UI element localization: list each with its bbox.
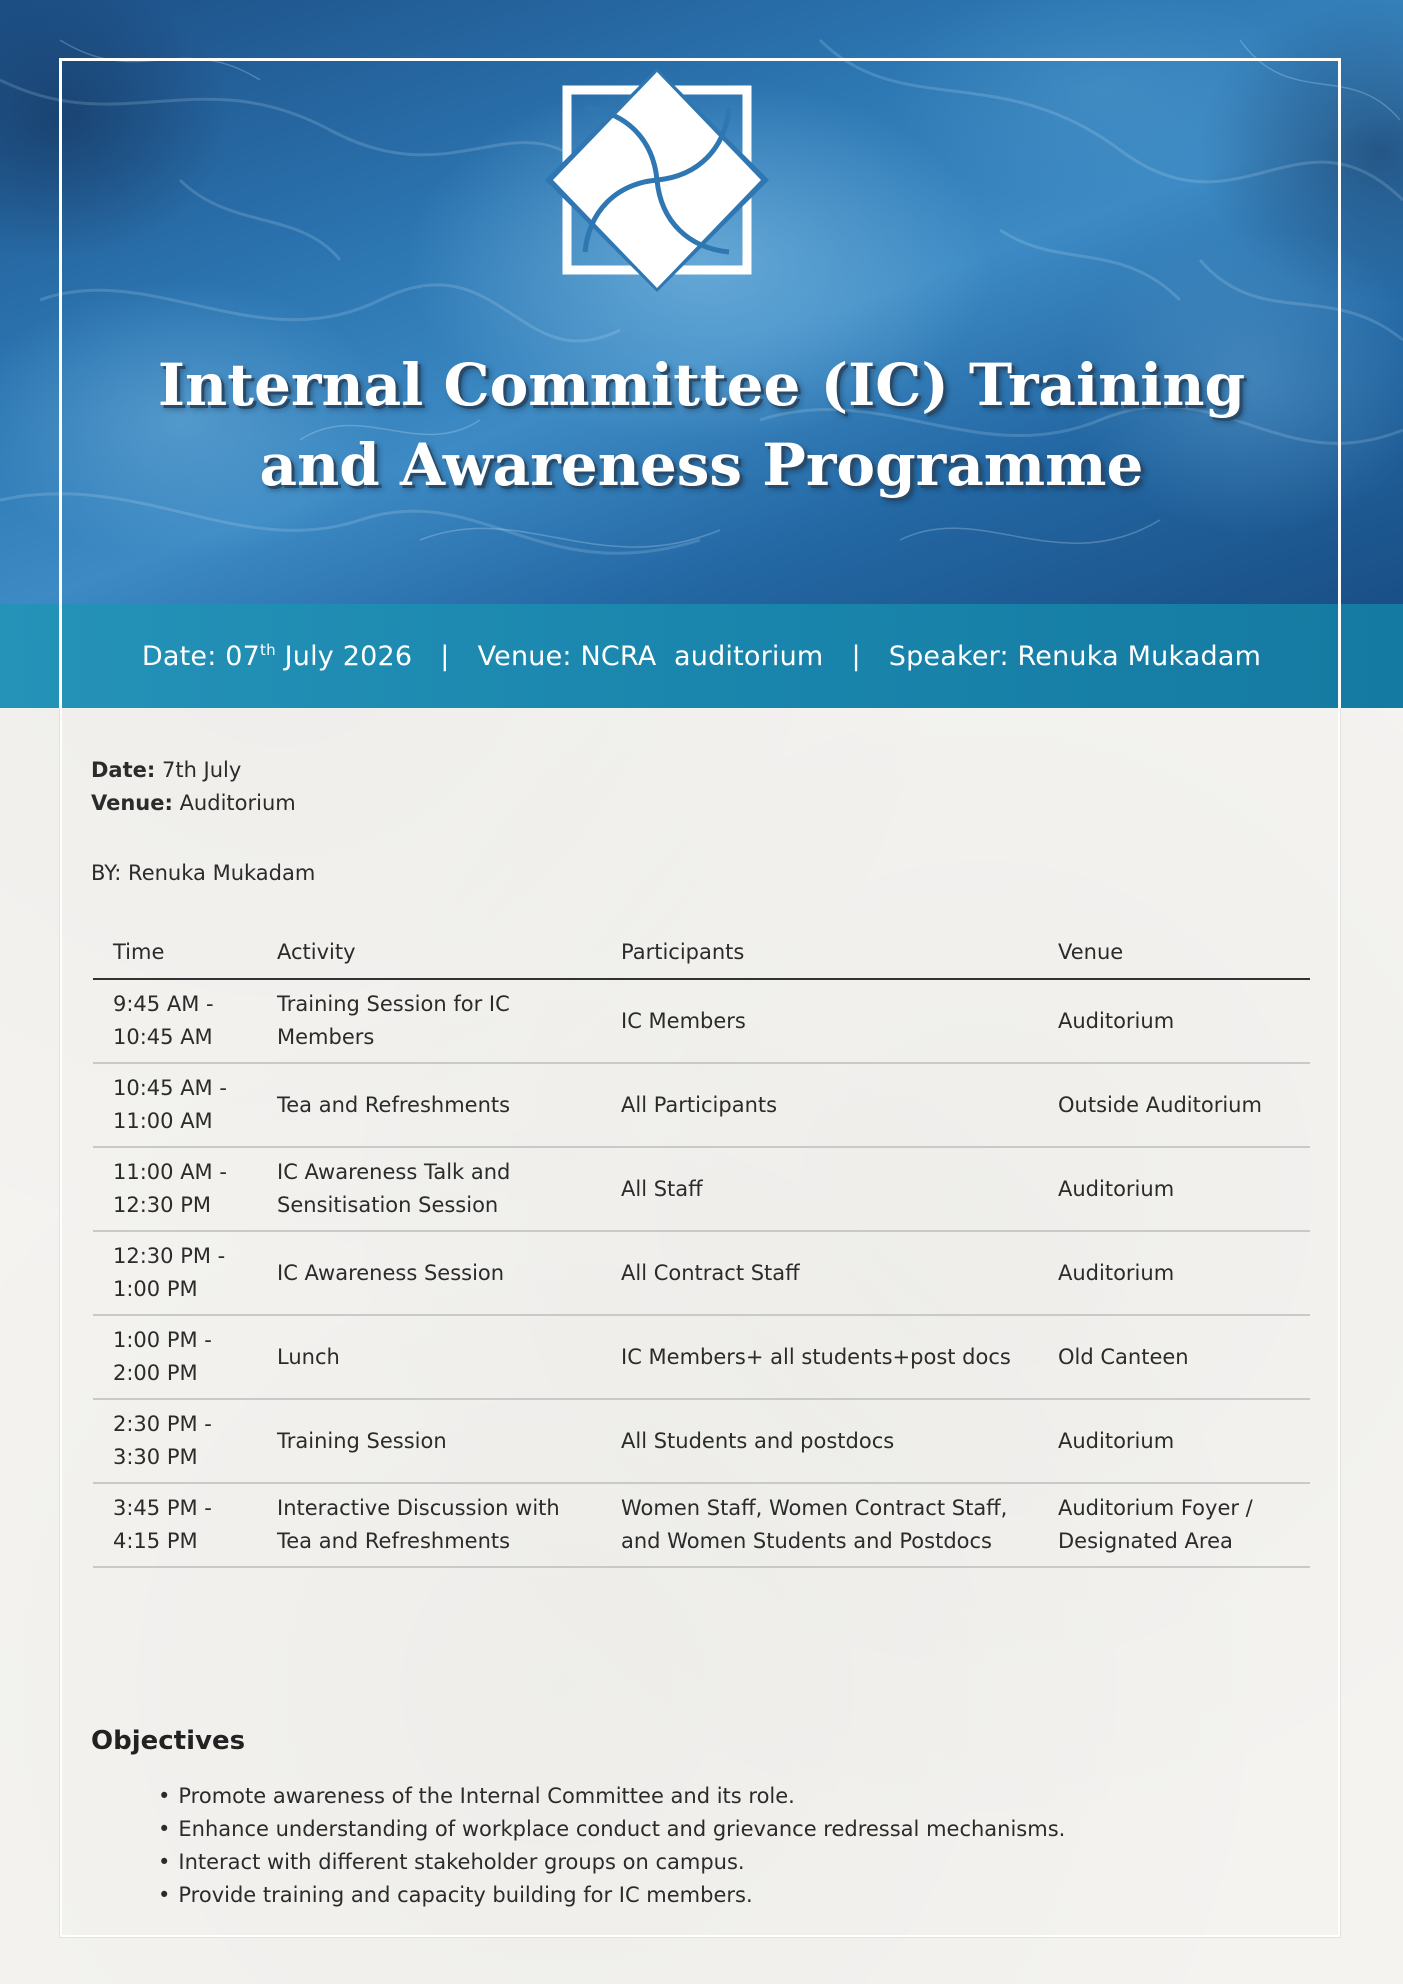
schedule-table <box>93 926 1310 1568</box>
detail-venue <box>91 787 315 820</box>
info-date-label: Date: 07 <box>141 640 261 672</box>
info-bar <box>0 604 1403 708</box>
table-row <box>93 1315 1310 1399</box>
title-line-1: Internal Committee (IC) Training <box>157 351 1246 419</box>
table-row <box>93 979 1310 1063</box>
cell-participants: All Students and postdocs <box>601 1399 1038 1483</box>
cell-venue: Auditorium <box>1038 1399 1310 1483</box>
title-line-2: and Awareness Programme <box>259 431 1144 499</box>
hero-banner <box>0 0 1403 604</box>
objectives-section <box>91 1726 1291 1912</box>
cell-participants: Women Staff, Women Contract Staff, and Women Students and Postdocs <box>601 1483 1038 1567</box>
cell-venue: Old Canteen <box>1038 1315 1310 1399</box>
cell-activity: Lunch <box>257 1315 601 1399</box>
detail-date-label: Date: <box>91 758 156 782</box>
cell-participants: All Staff <box>601 1147 1038 1231</box>
cell-participants: All Contract Staff <box>601 1231 1038 1315</box>
cell-participants: IC Members+ all students+post docs <box>601 1315 1038 1399</box>
event-details <box>91 754 315 890</box>
info-date <box>142 641 412 672</box>
cell-time: 11:00 AM - 12:30 PM <box>93 1147 257 1231</box>
detail-date <box>91 754 315 787</box>
cell-venue: Outside Auditorium <box>1038 1063 1310 1147</box>
four-point-star-logo-icon <box>545 68 769 292</box>
info-separator: | <box>851 640 861 672</box>
table-row <box>93 1399 1310 1483</box>
list-item: • Interact with different stakeholder groups on campus. <box>158 1846 1291 1879</box>
cell-time: 3:45 PM - 4:15 PM <box>93 1483 257 1567</box>
table-row <box>93 1483 1310 1567</box>
table-header-row <box>93 926 1310 979</box>
cell-activity: IC Awareness Session <box>257 1231 601 1315</box>
cell-time: 10:45 AM - 11:00 AM <box>93 1063 257 1147</box>
detail-venue-label: Venue: <box>91 791 173 815</box>
objectives-heading: Objectives <box>91 1726 246 1756</box>
cell-activity: IC Awareness Talk and Sensitisation Session <box>257 1147 601 1231</box>
cell-venue: Auditorium <box>1038 979 1310 1063</box>
cell-time: 1:00 PM - 2:00 PM <box>93 1315 257 1399</box>
detail-by: BY: Renuka Mukadam <box>91 861 316 885</box>
header-time: Time <box>93 926 257 979</box>
cell-activity: Training Session <box>257 1399 601 1483</box>
list-item: • Enhance understanding of workplace conduct and grievance redressal mechanisms. <box>158 1813 1291 1846</box>
cell-participants: IC Members <box>601 979 1038 1063</box>
list-item: • Promote awareness of the Internal Committee and its role. <box>158 1780 1291 1813</box>
detail-venue-value: Auditorium <box>172 791 296 815</box>
detail-date-value: 7th July <box>155 758 242 782</box>
table-row <box>93 1231 1310 1315</box>
header-activity: Activity <box>257 926 601 979</box>
cell-time: 9:45 AM - 10:45 AM <box>93 979 257 1063</box>
cell-participants: All Participants <box>601 1063 1038 1147</box>
table-row <box>93 1063 1310 1147</box>
cell-activity: Tea and Refreshments <box>257 1063 601 1147</box>
header-venue: Venue <box>1038 926 1310 979</box>
cell-activity: Interactive Discussion with Tea and Refreshments <box>257 1483 601 1567</box>
info-date-sup: th <box>260 640 276 659</box>
cell-activity: Training Session for IC Members <box>257 979 601 1063</box>
cell-venue: Auditorium <box>1038 1147 1310 1231</box>
info-date-rest: July 2026 <box>275 640 413 672</box>
cell-venue: Auditorium Foyer / Designated Area <box>1038 1483 1310 1567</box>
cell-time: 2:30 PM - 3:30 PM <box>93 1399 257 1483</box>
info-venue: Venue: NCRA auditorium <box>477 640 824 672</box>
info-separator: | <box>440 640 450 672</box>
objectives-list <box>91 1780 1291 1912</box>
table-row <box>93 1147 1310 1231</box>
cell-time: 12:30 PM - 1:00 PM <box>93 1231 257 1315</box>
cell-venue: Auditorium <box>1038 1231 1310 1315</box>
info-speaker: Speaker: Renuka Mukadam <box>888 640 1262 672</box>
header-participants: Participants <box>601 926 1038 979</box>
list-item: • Provide training and capacity building for IC members. <box>158 1879 1291 1912</box>
page-title <box>0 345 1403 505</box>
